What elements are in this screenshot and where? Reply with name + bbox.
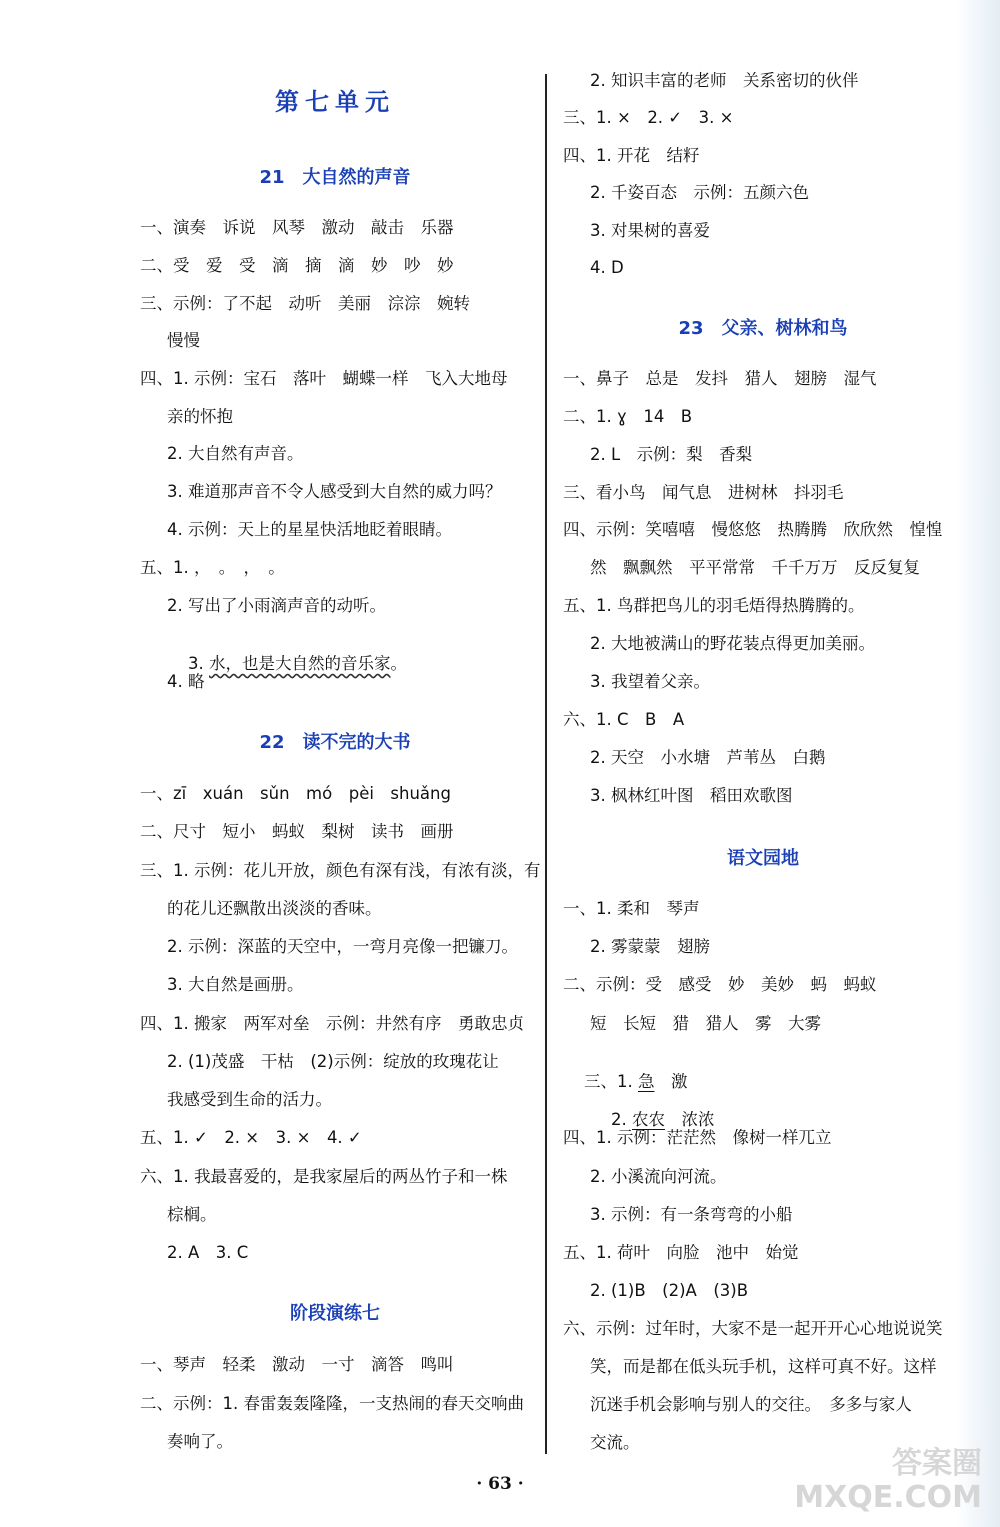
answer-line: 2. 写出了小雨滴声音的动听。 <box>167 596 386 615</box>
answer-line: 四、1. 示例：茫茫然 像树一样兀立 <box>563 1128 832 1147</box>
answer-line: 六、1. 我最喜爱的，是我家屋后的两丛竹子和一株 <box>140 1167 508 1186</box>
answer-line: 笑，而是都在低头玩手机，这样可真不好。这样 <box>590 1357 937 1376</box>
answer-line: 二、示例：受 感受 妙 美妙 蚂 蚂蚁 <box>563 975 877 994</box>
section-title-23: 23 父亲、树林和鸟 <box>678 318 848 339</box>
answer-line: 亲的怀抱 <box>167 407 233 426</box>
answer-line: 2. (1)茂盛 干枯 (2)示例：绽放的玫瑰花让 <box>167 1052 499 1071</box>
answer-line: 二、尺寸 短小 蚂蚁 梨树 读书 画册 <box>140 822 454 841</box>
answer-line: 五、1. ， 。 ， 。 <box>140 558 285 577</box>
answer-line: 三、看小鸟 闻气息 进树林 抖羽毛 <box>563 483 844 502</box>
answer-line: 一、演奏 诉说 风琴 激动 敲击 乐器 <box>140 218 454 237</box>
answer-line: 三、1. × 2. ✓ 3. × <box>563 108 734 127</box>
answer-line: 三、1. 示例：花儿开放，颜色有深有浅，有浓有淡，有 <box>140 861 541 880</box>
column-divider <box>545 74 547 1454</box>
answer-line: 3. 难道那声音不令人感受到大自然的威力吗？ <box>167 482 502 501</box>
answer-line: 一、1. 柔和 琴声 <box>563 899 700 918</box>
watermark <box>794 1447 982 1515</box>
answer-line: 3. 枫林红叶图 稻田欢歌图 <box>590 786 793 805</box>
answer-line: 2. 示例：深蓝的天空中，一弯月亮像一把镰刀。 <box>167 937 518 956</box>
answer-line: 2. 千姿百态 示例：五颜六色 <box>590 183 809 202</box>
answer-line: 一、鼻子 总是 发抖 猎人 翅膀 湿气 <box>563 369 877 388</box>
answer-line: 2. 天空 小水塘 芦苇丛 白鹅 <box>590 748 826 767</box>
answer-prefix: 2. <box>610 1110 632 1129</box>
answer-line: 2. 大自然有声音。 <box>167 444 304 463</box>
answer-line: 2. (1)B (2)A (3)B <box>590 1281 749 1300</box>
answer-line: 一、zī xuán sǔn mó pèi shuǎng <box>140 784 451 803</box>
answer-line: 4. D <box>590 258 624 277</box>
section-title-garden: 语文园地 <box>727 848 799 869</box>
answer-line: 3. 对果树的喜爱 <box>590 221 710 240</box>
answer-line: 四、1. 开花 结籽 <box>563 146 700 165</box>
answer-line: 然 飘飘然 平平常常 千千万万 反反复复 <box>590 558 920 577</box>
answer-line: 三、示例：了不起 动听 美丽 淙淙 婉转 <box>140 294 470 313</box>
answer-line: 2. 雾蒙蒙 翅膀 <box>590 937 710 956</box>
answer-suffix: 浓浓 <box>664 1110 715 1129</box>
answer-line: 4. 示例：天上的星星快活地眨着眼睛。 <box>167 520 452 539</box>
answer-line: 六、1. C B A <box>563 710 685 729</box>
answer-line: 五、1. 荷叶 向脸 池中 始觉 <box>563 1243 799 1262</box>
answer-line: 交流。 <box>590 1433 640 1452</box>
answer-line: 沉迷手机会影响与别人的交往。 多多与家人 <box>590 1395 912 1414</box>
answer-line: 2. L 示例：梨 香梨 <box>590 445 753 464</box>
answer-line: 2. 小溪流向河流。 <box>590 1167 727 1186</box>
answer-line: 二、示例：1. 春雷轰轰隆隆，一支热闹的春天交响曲 <box>140 1394 524 1413</box>
answer-line: 3. 我望着父亲。 <box>590 672 710 691</box>
answer-line: 四、1. 搬家 两军对垒 示例：井然有序 勇敢忠贞 <box>140 1014 524 1033</box>
answer-line: 我感受到生命的活力。 <box>167 1090 332 1109</box>
answer-suffix: 。 <box>390 654 407 673</box>
page-edge-shadow <box>956 0 1000 1527</box>
answer-line: 棕榈。 <box>167 1205 217 1224</box>
underlined-text: 急 <box>637 1072 655 1091</box>
answer-line: 慢慢 <box>167 331 200 350</box>
section-title-stage: 阶段演练七 <box>290 1303 380 1324</box>
unit-title: 第七单元 <box>275 87 395 116</box>
answer-line: 3. 示例：有一条弯弯的小船 <box>590 1205 793 1224</box>
answer-line: 五、1. ✓ 2. × 3. × 4. ✓ <box>140 1128 362 1147</box>
answer-line: 二、受 爱 受 滴 摘 滴 妙 吵 妙 <box>140 256 454 275</box>
answer-prefix: 三、1. <box>583 1072 638 1091</box>
answer-line: 二、1. ɣ 14 B <box>563 407 693 426</box>
answer-line: 4. 略 <box>167 672 205 691</box>
answer-line: 奏响了。 <box>167 1432 233 1451</box>
answer-line: 四、示例：笑嘻嘻 慢悠悠 热腾腾 欣欣然 惶惶 <box>563 520 943 539</box>
answer-line: 四、1. 示例：宝石 落叶 蝴蝶一样 飞入大地母 <box>140 369 508 388</box>
wavy-underlined-text: 水，也是大自然的音乐家 <box>208 654 391 673</box>
answer-line: 2. 知识丰富的老师 关系密切的伙伴 <box>590 71 859 90</box>
answer-line: 短 长短 猎 猎人 雾 大雾 <box>590 1014 821 1033</box>
answer-line: 的花儿还飘散出淡淡的香味。 <box>167 899 382 918</box>
answer-line: 2. 大地被满山的野花装点得更加美丽。 <box>590 634 875 653</box>
answer-line: 一、琴声 轻柔 激动 一寸 滴答 鸣叫 <box>140 1355 454 1374</box>
answer-suffix: 激 <box>654 1072 688 1091</box>
answer-line: 六、示例：过年时，大家不是一起开开心心地说说笑 <box>563 1319 943 1338</box>
section-title-21: 21 大自然的声音 <box>259 167 411 188</box>
underlined-text: 农农 <box>631 1110 665 1129</box>
section-title-22: 22 读不完的大书 <box>259 732 411 753</box>
page-number: · 63 · <box>476 1474 524 1494</box>
watermark-url: MXQE.COM <box>794 1480 982 1515</box>
answer-line: 五、1. 鸟群把鸟儿的羽毛焐得热腾腾的。 <box>563 596 865 615</box>
answer-line: 3. 大自然是画册。 <box>167 975 304 994</box>
watermark-title: 答案圈 <box>892 1446 982 1481</box>
answer-prefix: 3. <box>187 654 209 673</box>
answer-line: 2. A 3. C <box>167 1243 249 1262</box>
